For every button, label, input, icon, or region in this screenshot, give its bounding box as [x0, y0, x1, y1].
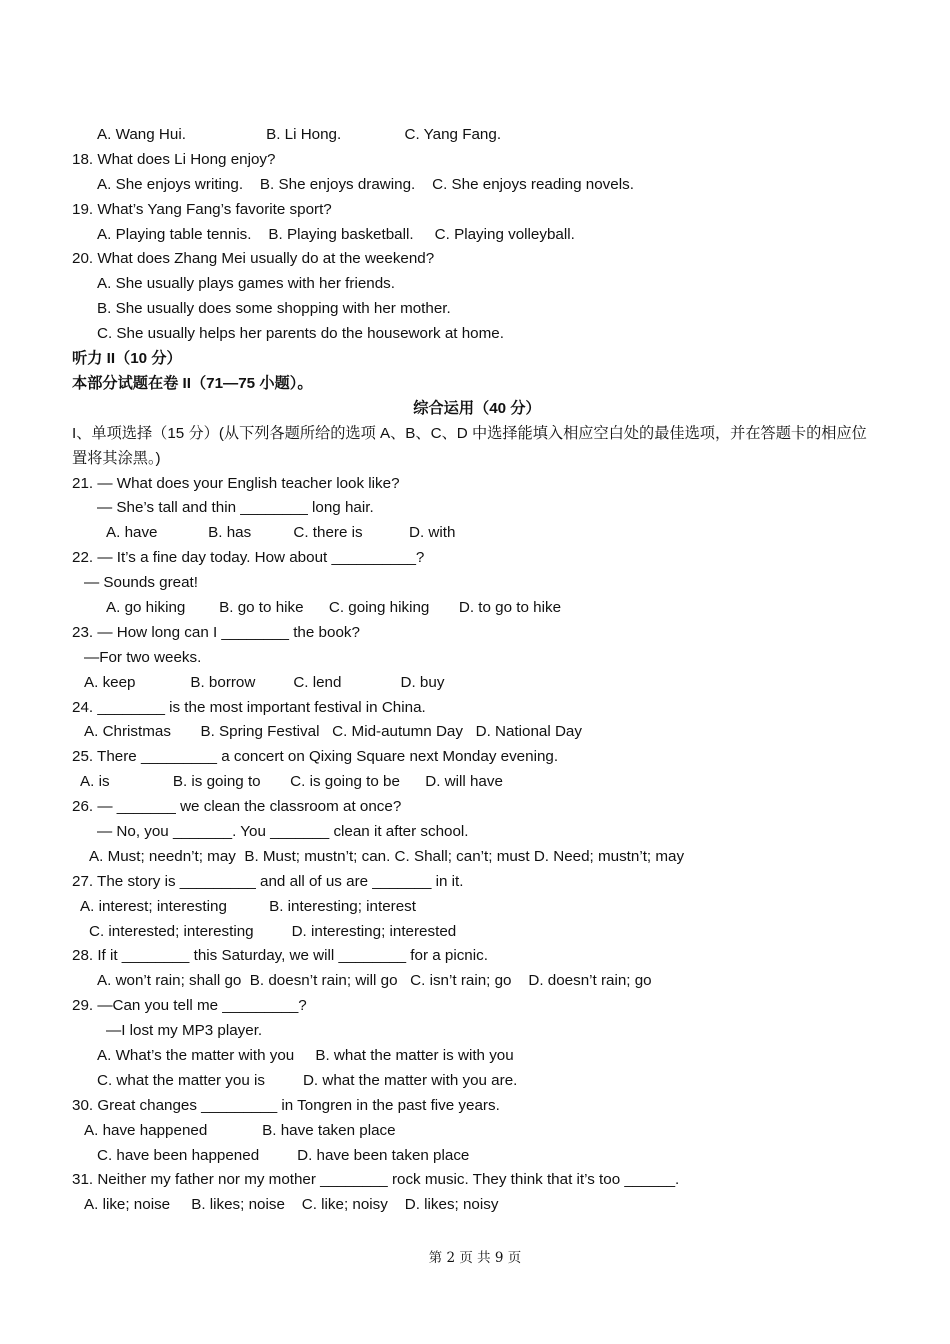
- question-26-reply: — No, you _______. You _______ clean it after school.: [97, 822, 469, 840]
- q29-options-ab: A. What’s the matter with you B. what the matter is with you: [97, 1046, 514, 1064]
- part-i-instructions: [72, 422, 882, 472]
- question-26: 26. — _______ we clean the classroom at once?: [72, 798, 402, 816]
- q30-options-cd: C. have been happened D. have been taken place: [97, 1146, 470, 1164]
- question-20: 20. What does Zhang Mei usually do at the weekend?: [72, 250, 435, 268]
- part-i-instructions-text: I、单项选择（15 分）(从下列各题所给的选项 A、B、C、D 中选择能填入相应空白处的最佳选项，并在答题卡的相应位置将其涂黑。): [72, 424, 867, 467]
- question-29-reply: —I lost my MP3 player.: [106, 1022, 263, 1040]
- question-23: 23. — How long can I ________ the book?: [72, 623, 360, 641]
- question-21: 21. — What does your English teacher look like?: [72, 474, 400, 492]
- q27-options-cd: C. interested; interesting D. interesting; interested: [89, 922, 457, 940]
- q20-option-b: B. She usually does some shopping with her mother.: [97, 300, 451, 318]
- question-18: 18. What does Li Hong enjoy?: [72, 150, 276, 168]
- listening-ii-note: 本部分试题在卷 II（71—75 小题）。: [72, 374, 313, 392]
- q31-options: A. like; noise B. likes; noise C. like; noisy D. likes; noisy: [84, 1196, 499, 1214]
- question-21-reply: — She’s tall and thin ________ long hair.: [97, 499, 374, 517]
- question-30: 30. Great changes _________ in Tongren in the past five years.: [72, 1096, 500, 1114]
- section-title: 综合运用（40 分）: [413, 399, 541, 417]
- q27-options-ab: A. interest; interesting B. interesting; interest: [80, 897, 416, 915]
- q21-options: A. have B. has C. there is D. with: [106, 524, 456, 542]
- exam-page-content: [72, 123, 882, 1218]
- question-24: 24. ________ is the most important festival in China.: [72, 698, 426, 716]
- q23-options: A. keep B. borrow C. lend D. buy: [84, 673, 445, 691]
- q17-options: A. Wang Hui. B. Li Hong. C. Yang Fang.: [97, 126, 502, 143]
- question-31: 31. Neither my father nor my mother ________ rock music. They think that it’s too ______.: [72, 1171, 680, 1189]
- listening-ii-heading: 听力 II（10 分）: [72, 350, 182, 368]
- question-23-reply: —For two weeks.: [84, 648, 202, 666]
- q26-options: A. Must; needn’t; may B. Must; mustn’t; can. C. Shall; can’t; must D. Need; mustn’t; may: [89, 847, 685, 865]
- q19-options: A. Playing table tennis. B. Playing basketball. C. Playing volleyball.: [97, 225, 575, 243]
- q30-options-ab: A. have happened B. have taken place: [84, 1121, 396, 1139]
- question-22: 22. — It’s a fine day today. How about __________?: [72, 549, 425, 567]
- q25-options: A. is B. is going to C. is going to be D. will have: [80, 773, 503, 791]
- q24-options: A. Christmas B. Spring Festival C. Mid-autumn Day D. National Day: [84, 723, 582, 741]
- q20-option-c: C. She usually helps her parents do the housework at home.: [97, 325, 504, 343]
- question-28: 28. If it ________ this Saturday, we will ________ for a picnic.: [72, 947, 488, 965]
- question-22-reply: — Sounds great!: [84, 574, 198, 592]
- q28-options: A. won’t rain; shall go B. doesn’t rain; will go C. isn’t rain; go D. doesn’t rain; go: [97, 972, 652, 990]
- q20-option-a: A. She usually plays games with her friends.: [97, 275, 395, 293]
- question-27: 27. The story is _________ and all of us are _______ in it.: [72, 872, 464, 890]
- page-footer: 第 2 页 共 9 页: [428, 1250, 522, 1266]
- question-25: 25. There _________ a concert on Qixing Square next Monday evening.: [72, 748, 559, 766]
- q18-options: A. She enjoys writing. B. She enjoys drawing. C. She enjoys reading novels.: [97, 175, 634, 193]
- question-29: 29. —Can you tell me _________?: [72, 997, 307, 1015]
- q29-options-cd: C. what the matter you is D. what the matter with you are.: [97, 1071, 518, 1089]
- q22-options: A. go hiking B. go to hike C. going hiking D. to go to hike: [106, 598, 562, 616]
- question-19: 19. What’s Yang Fang’s favorite sport?: [72, 200, 332, 218]
